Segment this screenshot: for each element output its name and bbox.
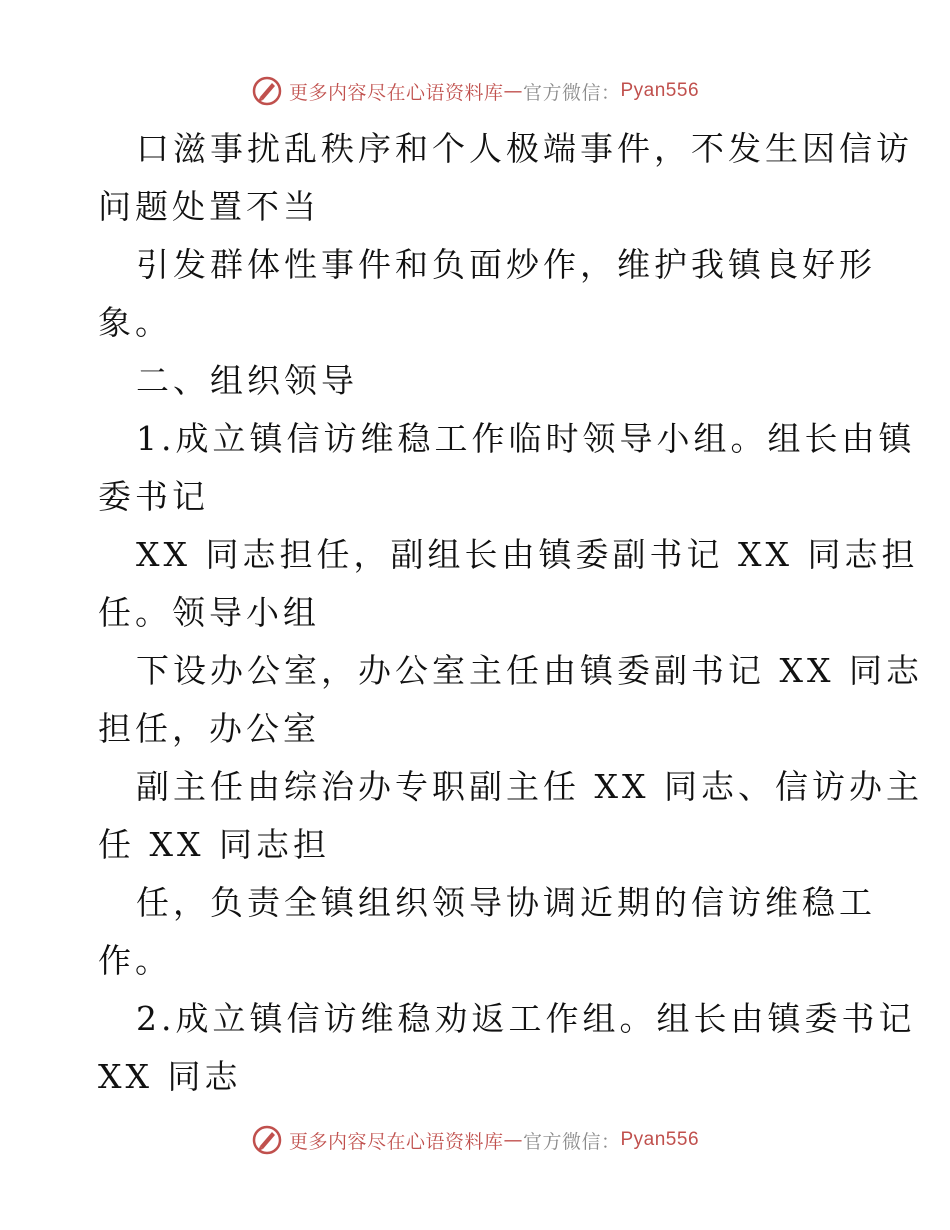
header-watermark (0, 71, 950, 111)
text-line: 问题处置不当 (98, 187, 320, 226)
watermark-brand: 更多内容尽在心语资料库 (288, 81, 504, 104)
text-line: 引发群体性事件和负面炒作，维护我镇良好形 (136, 245, 876, 284)
text-line: 副主任由综治办专职副主任 XX 同志、信访办主 (136, 767, 923, 806)
text-line: 口滋事扰乱秩序和个人极端事件，不发生因信访 (136, 129, 913, 168)
text-line: 任 XX 同志担 (98, 825, 330, 864)
text-line: XX 同志担任，副组长由镇委副书记 XX 同志担 (136, 535, 919, 574)
text-line: 2.成立镇信访维稳劝返工作组。组长由镇委书记 (136, 999, 916, 1038)
pen-logo-icon (251, 1124, 283, 1156)
text-line: 作。 (98, 941, 172, 980)
text-line: 任。领导小组 (98, 593, 320, 632)
text-line: 任，负责全镇组织领导协调近期的信访维稳工 (136, 883, 876, 922)
text-line: XX 同志 (98, 1057, 242, 1096)
text-line: 委书记 (98, 477, 209, 516)
watermark-wechat-id: Pyan556 (620, 1129, 700, 1150)
text-line: 下设办公室，办公室主任由镇委副书记 XX 同志 (136, 651, 923, 690)
watermark-wechat-id: Pyan556 (620, 80, 700, 101)
text-line: 担任，办公室 (98, 709, 320, 748)
text-line: 1.成立镇信访维稳工作临时领导小组。组长由镇 (136, 419, 916, 458)
footer-watermark (0, 1120, 950, 1160)
section-heading: 二、组织领导 (136, 361, 358, 400)
watermark-label: 官方微信： (522, 81, 621, 104)
watermark-dash: — (503, 1129, 523, 1151)
text-line: 象。 (98, 303, 172, 342)
watermark-label: 官方微信： (522, 1130, 621, 1153)
watermark-brand: 更多内容尽在心语资料库 (288, 1130, 504, 1153)
watermark-dash: — (503, 80, 523, 102)
pen-logo-icon (251, 75, 283, 107)
